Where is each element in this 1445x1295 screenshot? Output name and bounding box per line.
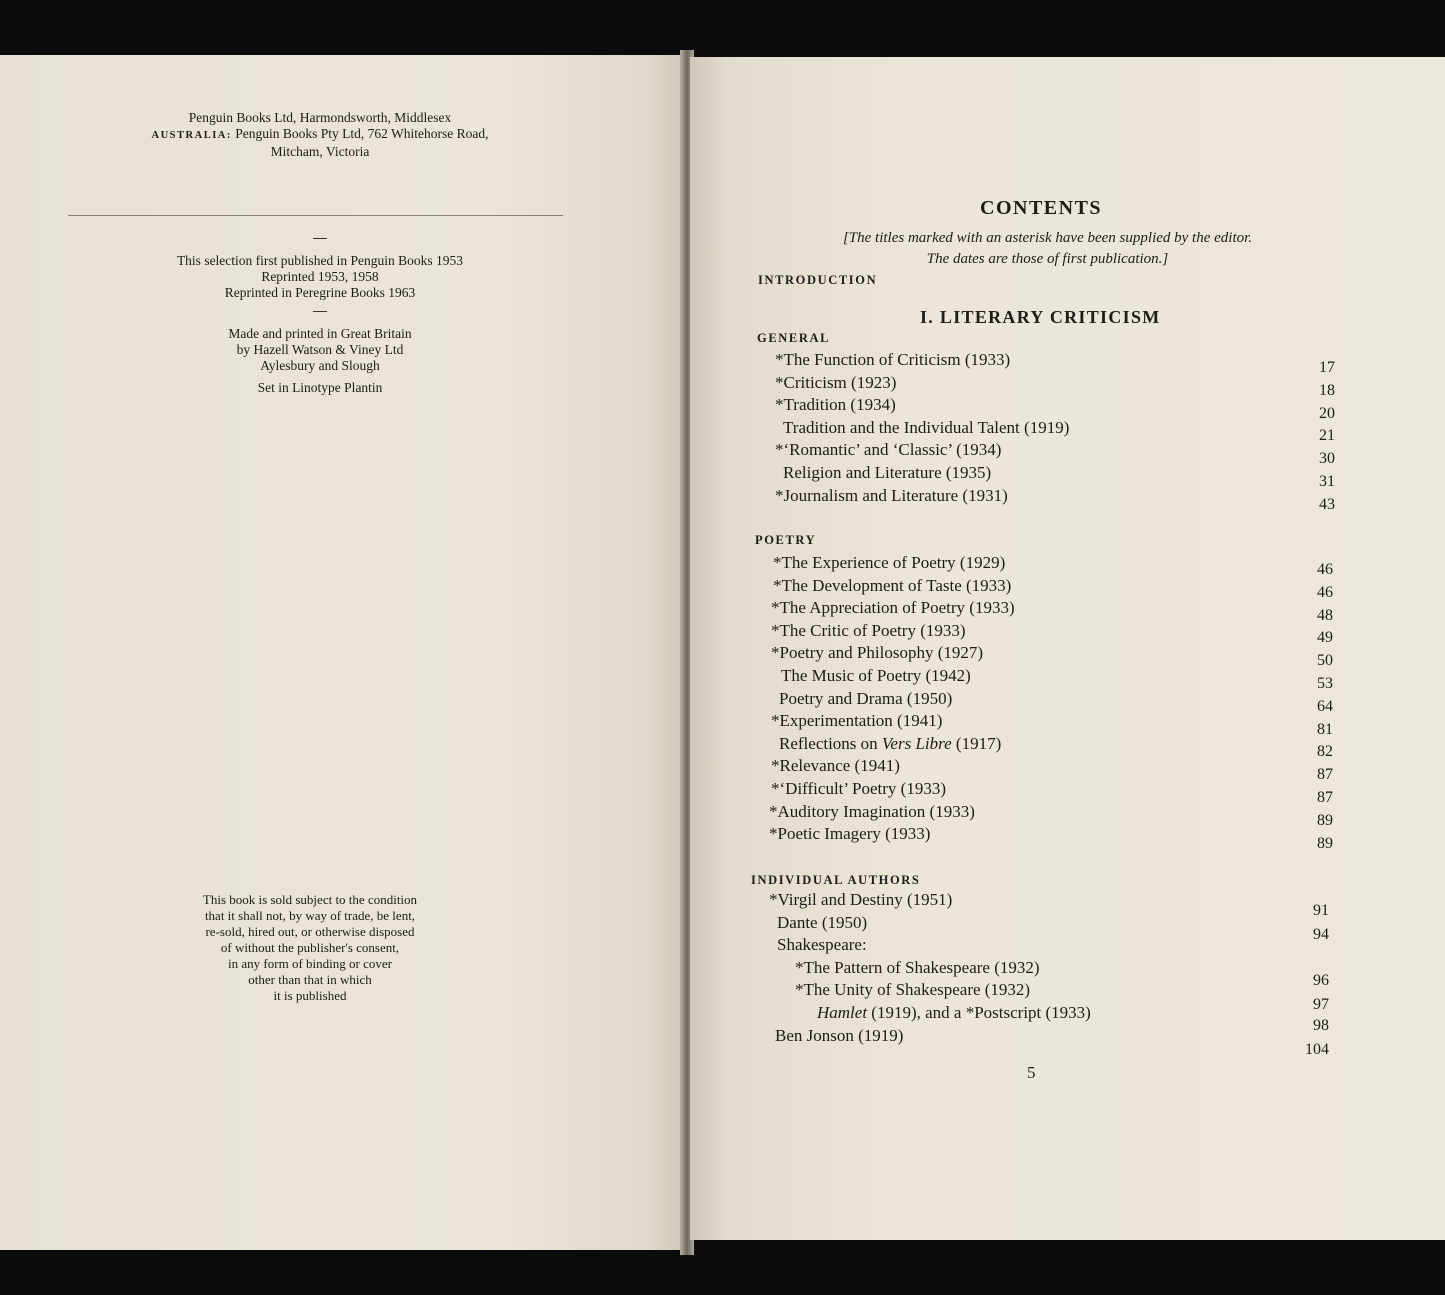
publication-line: Reprinted 1953, 1958 [261, 269, 379, 284]
toc-entry-title: *The Appreciation of Poetry (1933) [771, 598, 1015, 618]
publication-line: This selection first published in Penguin Books 1953 [176, 253, 464, 268]
toc-entry-page: 43 [1319, 495, 1335, 513]
toc-entry-page: 64 [1317, 697, 1333, 715]
imprint-line-2: Penguin Books Pty Ltd, 762 Whitehorse Road, [235, 126, 489, 141]
toc-entry-page: 89 [1317, 811, 1333, 829]
toc-entry-page: 81 [1317, 720, 1333, 738]
contents-title: CONTENTS [980, 197, 1103, 219]
toc-entry-page: 17 [1319, 359, 1335, 376]
toc-entry-title: *Poetic Imagery (1933) [769, 824, 931, 844]
toc-entry-title: *The Development of Taste (1933) [773, 575, 1012, 595]
toc-entry-page: 87 [1317, 789, 1333, 806]
toc-entry-page: 98 [1313, 1017, 1329, 1034]
editor-note [775, 228, 1320, 270]
toc-entry-title: *The Function of Criticism (1933) [775, 350, 1011, 369]
toc-entry-page: 97 [1313, 996, 1329, 1013]
toc-entry-page: 50 [1317, 652, 1333, 670]
toc-entry-title: *The Critic of Poetry (1933) [771, 620, 966, 640]
introduction-heading: INTRODUCTION [758, 273, 878, 287]
printer-line: Aylesbury and Slough [260, 358, 380, 373]
dash-divider [313, 311, 327, 312]
condition-line: re-sold, hired out, or otherwise disposed [205, 924, 415, 939]
toc-entry-page: 20 [1319, 404, 1335, 422]
condition-line: other than that in which [248, 972, 372, 987]
note-line: The dates are those of first publication.] [926, 251, 1169, 267]
toc-entry-page: 82 [1317, 743, 1333, 761]
toc-entry-title: *Journalism and Literature (1931) [775, 485, 1008, 505]
condition-line: in any form of binding or cover [228, 956, 392, 971]
toc-entry-title: *The Unity of Shakespeare (1932) [795, 980, 1031, 1000]
toc-entry-title: Reflections on Vers Libre (1917) [779, 733, 1002, 753]
toc-entry-page: 46 [1317, 583, 1333, 601]
toc-entry-title: *Experimentation (1941) [771, 711, 943, 731]
toc-entry-page: 49 [1317, 629, 1333, 647]
toc-entry-title: *The Pattern of Shakespeare (1932) [795, 957, 1040, 977]
toc-entry-title: Ben Jonson (1919) [775, 1025, 904, 1045]
toc-entry-page: 46 [1317, 561, 1333, 578]
toc-entry-title: *Criticism (1923) [775, 372, 897, 392]
toc-entry-title: *Relevance (1941) [771, 756, 900, 776]
condition-line: of without the publisher's consent, [220, 940, 400, 955]
toc-entry-page: 91 [1313, 902, 1329, 919]
part-title: I. LITERARY CRITICISM [920, 307, 1161, 327]
imprint-line-1: Penguin Books Ltd, Harmondsworth, Middlesex [188, 110, 452, 125]
publisher-imprint [100, 110, 540, 160]
section-heading-individual: INDIVIDUAL AUTHORS [751, 873, 921, 887]
toc-entry-title: *Poetry and Philosophy (1927) [771, 643, 984, 663]
printer-line: Made and printed in Great Britain [228, 326, 412, 341]
toc-entry-page: 18 [1319, 381, 1335, 399]
toc-entry-title: Religion and Literature (1935) [783, 463, 992, 482]
toc-entry-title: Hamlet (1919), and a *Postscript (1933) [817, 1003, 1091, 1022]
toc-entry-title: *‘Romantic’ and ‘Classic’ (1934) [775, 440, 1002, 460]
section-heading-poetry: POETRY [755, 533, 817, 547]
page-number: 5 [1027, 1063, 1036, 1082]
section-heading-general: GENERAL [757, 331, 831, 345]
toc-entry-page: 96 [1313, 972, 1329, 989]
condition-line: it is published [273, 988, 347, 1003]
toc-entry-title: Poetry and Drama (1950) [779, 688, 953, 708]
toc-entry-title: Shakespeare: [777, 935, 867, 955]
toc-entry-page: 21 [1319, 427, 1335, 445]
toc-entry-title: *Virgil and Destiny (1951) [769, 890, 953, 909]
toc-entry-page: 89 [1317, 834, 1333, 852]
publication-history [100, 228, 540, 396]
condition-line: This book is sold subject to the condition [202, 892, 418, 907]
toc-entry-page: 48 [1317, 606, 1333, 624]
note-line: [The titles marked with an asterisk have been supplied by the editor. [842, 230, 1253, 246]
toc-entry-title: *‘Difficult’ Poetry (1933) [771, 779, 946, 798]
toc-entry-title: Tradition and the Individual Talent (1919) [783, 417, 1070, 437]
toc-entry-page: 30 [1319, 450, 1335, 468]
toc-entry-title: *The Experience of Poetry (1929) [773, 553, 1006, 572]
toc-entry-page: 53 [1317, 675, 1333, 692]
typeface-line: Set in Linotype Plantin [257, 380, 383, 395]
condition-line: that it shall not, by way of trade, be lent, [204, 908, 416, 923]
imprint-country: AUSTRALIA: [151, 130, 232, 141]
publication-line: Reprinted in Peregrine Books 1963 [224, 285, 416, 300]
toc-entry-page: 104 [1305, 1041, 1329, 1058]
toc-entry-title: *Auditory Imagination (1933) [769, 801, 975, 821]
imprint-line-3: Mitcham, Victoria [270, 144, 370, 159]
toc-entry-page: 31 [1319, 473, 1335, 490]
toc-entry-title: *Tradition (1934) [775, 395, 896, 415]
toc-entry-title: Dante (1950) [777, 912, 868, 932]
toc-entry-title: The Music of Poetry (1942) [781, 666, 971, 685]
toc-entry-page: 94 [1313, 926, 1329, 943]
dash-divider [313, 238, 327, 239]
printer-line: by Hazell Watson & Viney Ltd [236, 342, 404, 357]
sale-condition [160, 892, 460, 1004]
toc-entry-page: 87 [1317, 766, 1333, 784]
imprint-line-2-wrap [100, 126, 540, 144]
imprint-rule [68, 215, 563, 216]
